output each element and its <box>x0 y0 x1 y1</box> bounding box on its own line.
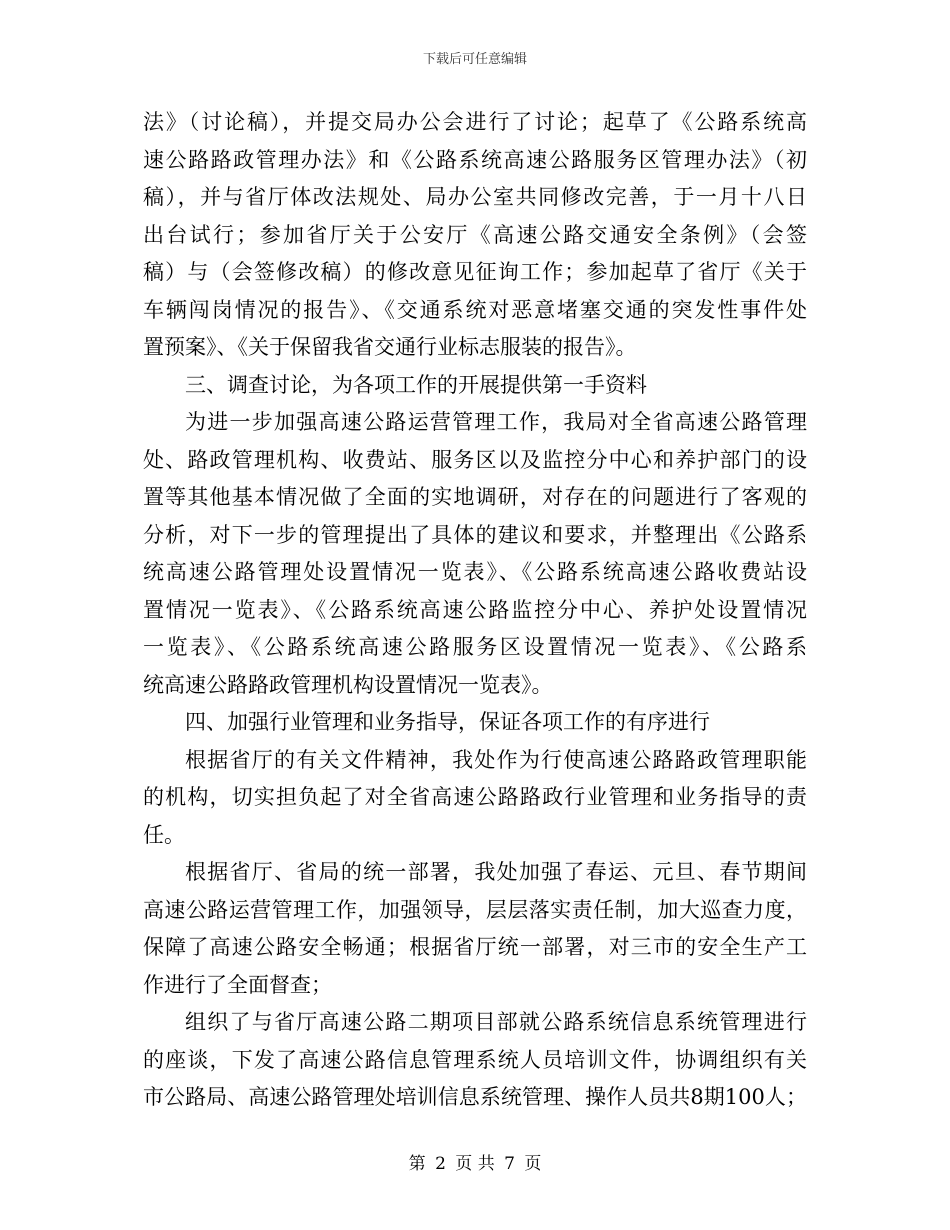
body-line: 统高速公路管理处设置情况一览表》、《公路系统高速公路收费站设 <box>143 560 807 584</box>
body-line: 任。 <box>143 822 185 847</box>
body-line: 置情况一览表》、《公路系统高速公路监控分中心、养护处设置情况 <box>143 597 807 622</box>
body-line: 车辆闯岗情况的报告》、《交通系统对恶意堵塞交通的突发性事件处 <box>143 297 807 322</box>
body-line: 法》（讨论稿），并提交局办公会进行了讨论；起草了《公路系统高 <box>143 110 807 134</box>
body-line: 根据省厅、省局的统一部署，我处加强了春运、元旦、春节期间 <box>185 860 807 884</box>
body-line: 为进一步加强高速公路运营管理工作，我局对全省高速公路管理 <box>185 410 807 434</box>
body-line: 高速公路运营管理工作，加强领导，层层落实责任制，加大巡查力度， <box>143 897 807 922</box>
body-line: 速公路路政管理办法》和《公路系统高速公路服务区管理办法》（初 <box>143 147 807 172</box>
body-line: 保障了高速公路安全畅通；根据省厅统一部署，对三市的安全生产工 <box>143 935 807 959</box>
body-line: 统高速公路路政管理机构设置情况一览表》。 <box>143 672 553 697</box>
page-header: 下载后可任意编辑 <box>422 52 527 67</box>
body-line: 的机构，切实担负起了对全省高速公路路政行业管理和业务指导的责 <box>143 785 807 809</box>
current-page-number: 2 <box>435 1154 446 1174</box>
section-heading: 三、调查讨论，为各项工作的开展提供第一手资料 <box>185 372 647 397</box>
total-pages-number: 7 <box>504 1154 515 1174</box>
body-line: 组织了与省厅高速公路二期项目部就公路系统信息系统管理进行 <box>185 1010 807 1034</box>
page-number-prefix: 第 <box>408 1154 426 1174</box>
body-line: 根据省厅的有关文件精神，我处作为行使高速公路路政管理职能 <box>185 747 807 772</box>
page-footer <box>0 1152 950 1176</box>
page-number-middle: 页 共 <box>455 1154 495 1174</box>
body-line: 出台试行；参加省厅关于公安厅《高速公路交通安全条例》（会签 <box>143 222 807 247</box>
body-line: 置预案》、《关于保留我省交通行业标志服装的报告》。 <box>143 335 637 359</box>
document-body <box>143 104 807 1117</box>
body-line: 作进行了全面督查； <box>143 972 332 997</box>
body-line: 市公路局、高速公路管理处培训信息系统管理、操作人员共8期100人； <box>143 1085 807 1109</box>
page-number-suffix: 页 <box>524 1154 542 1174</box>
body-line: 处、路政管理机构、收费站、服务区以及监控分中心和养护部门的设 <box>143 447 807 472</box>
body-line: 的座谈，下发了高速公路信息管理系统人员培训文件，协调组织有关 <box>143 1047 807 1072</box>
section-heading: 四、加强行业管理和业务指导，保证各项工作的有序进行 <box>185 710 710 734</box>
body-line: 置等其他基本情况做了全面的实地调研，对存在的问题进行了客观的 <box>143 485 807 509</box>
body-line: 稿），并与省厅体改法规处、局办公室共同修改完善，于一月十八日 <box>143 185 807 209</box>
body-line: 分析，对下一步的管理提出了具体的建议和要求，并整理出《公路系 <box>143 522 807 547</box>
body-line: 一览表》、《公路系统高速公路服务区设置情况一览表》、《公路系 <box>143 635 807 659</box>
body-line: 稿）与（会签修改稿）的修改意见征询工作；参加起草了省厅《关于 <box>143 260 807 284</box>
